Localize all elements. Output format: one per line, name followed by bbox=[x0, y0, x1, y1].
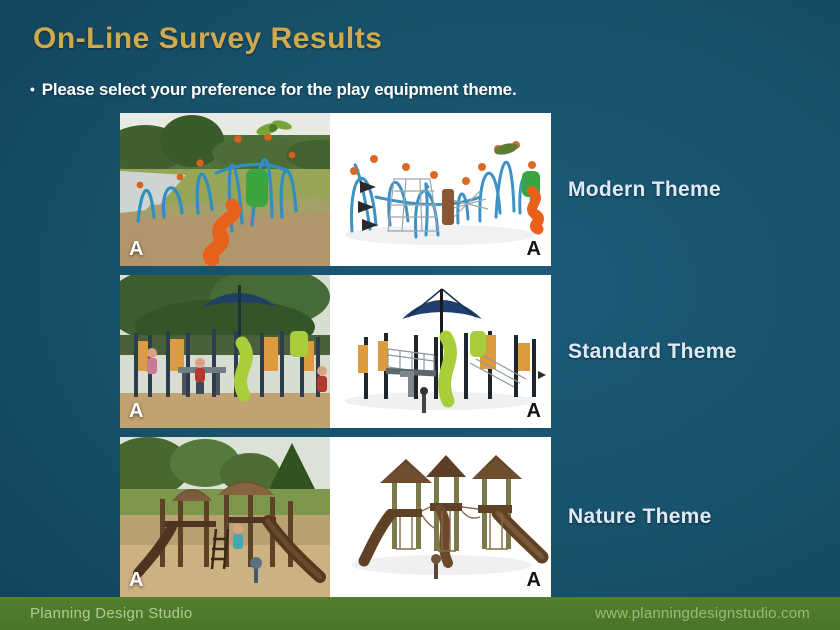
modern-photo bbox=[120, 113, 330, 266]
modern-photo-option-tag: A bbox=[129, 238, 144, 260]
nature-render-option-tag: A bbox=[526, 569, 541, 591]
nature-render bbox=[330, 437, 551, 597]
modern-render bbox=[330, 113, 551, 266]
standard-playground-photo-illustration bbox=[120, 275, 330, 428]
bullet-icon: • bbox=[30, 81, 35, 97]
footer-company-name: Planning Design Studio bbox=[30, 605, 193, 622]
standard-photo-option-tag: A bbox=[129, 400, 144, 422]
modern-playground-photo-illustration bbox=[120, 113, 330, 266]
bullet-line bbox=[30, 80, 516, 100]
bullet-text: Please select your preference for the play equipment theme. bbox=[41, 80, 517, 99]
nature-playground-render-illustration bbox=[330, 437, 551, 597]
modern-playground-render-illustration bbox=[330, 113, 551, 266]
footer-website-url: www.planningdesignstudio.com bbox=[595, 605, 810, 622]
modern-theme-label: Modern Theme bbox=[568, 177, 721, 201]
standard-render-option-tag: A bbox=[526, 400, 541, 422]
footer-bar bbox=[0, 597, 840, 630]
standard-theme-label: Standard Theme bbox=[568, 339, 737, 363]
nature-photo-option-tag: A bbox=[129, 569, 144, 591]
slide-title: On-Line Survey Results bbox=[33, 22, 383, 55]
theme-row-standard bbox=[120, 275, 551, 428]
modern-render-option-tag: A bbox=[526, 238, 541, 260]
nature-theme-label: Nature Theme bbox=[568, 505, 712, 528]
standard-render bbox=[330, 275, 551, 428]
theme-row-nature bbox=[120, 437, 551, 597]
nature-photo bbox=[120, 437, 330, 597]
theme-row-modern bbox=[120, 113, 551, 266]
standard-photo bbox=[120, 275, 330, 428]
standard-playground-render-illustration bbox=[330, 275, 551, 428]
nature-playground-photo-illustration bbox=[120, 437, 330, 597]
